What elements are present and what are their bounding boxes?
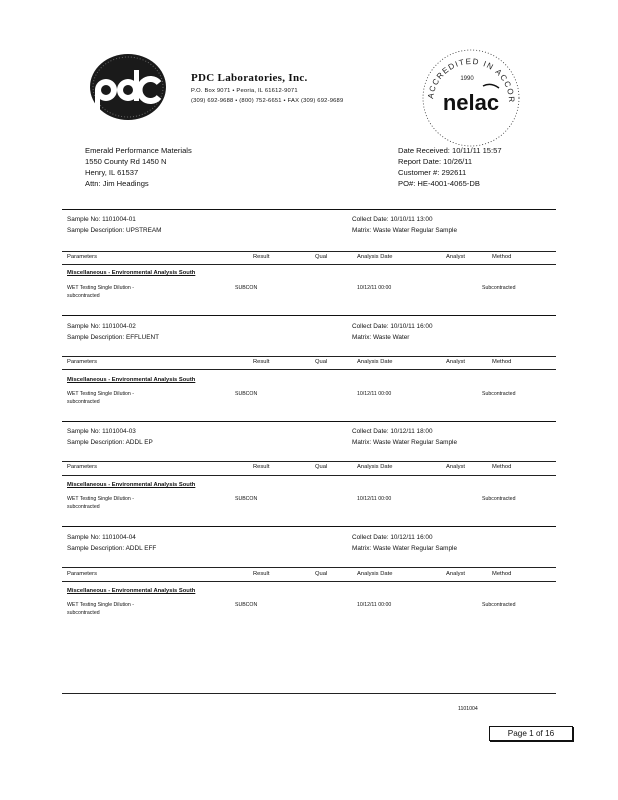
col-parameters: Parameters — [67, 464, 97, 470]
pdc-logo — [88, 52, 168, 122]
header-divider — [62, 461, 556, 462]
sample-description: Sample Description: ADDL EFF — [67, 545, 157, 552]
po-number: PO#: HE-4001-4065-DB — [398, 179, 480, 188]
col-qual: Qual — [315, 571, 328, 577]
footer-divider — [62, 693, 556, 694]
analysis-date-value: 10/12/11 00:00 — [357, 391, 392, 397]
parameter-name: WET Testing Single Dilution - — [67, 391, 134, 397]
col-analyst: Analyst — [446, 359, 466, 365]
nelac-year: 1990 — [460, 76, 474, 82]
parameter-name: WET Testing Single Dilution - — [67, 496, 134, 502]
col-analysis-date: Analysis Date — [357, 254, 393, 260]
sample-matrix: Matrix: Waste Water Regular Sample — [352, 439, 458, 446]
analysis-section-title: Miscellaneous - Environmental Analysis South — [67, 270, 196, 276]
col-analyst: Analyst — [446, 571, 466, 577]
col-analysis-date: Analysis Date — [357, 571, 393, 577]
analysis-section-title: Miscellaneous - Environmental Analysis South — [67, 377, 196, 383]
col-analyst: Analyst — [446, 254, 466, 260]
sample-number: Sample No: 1101004-02 — [67, 323, 136, 330]
header-divider — [62, 369, 556, 370]
nelac-ring-text: ACCREDITED IN ACCOR — [426, 56, 517, 104]
header-divider — [62, 475, 556, 476]
sample-description: Sample Description: UPSTREAM — [67, 227, 162, 234]
col-qual: Qual — [315, 464, 328, 470]
col-result: Result — [253, 254, 270, 260]
report-info-block — [398, 145, 502, 189]
sample-description: Sample Description: ADDL EP — [67, 439, 153, 446]
header-divider — [62, 264, 556, 265]
sample-description: Sample Description: EFFLUENT — [67, 334, 159, 341]
method-value: Subcontracted — [482, 285, 516, 291]
collect-date: Collect Date: 10/10/11 13:00 — [352, 216, 433, 223]
client-attn: Attn: Jim Headings — [85, 179, 149, 188]
method-value: Subcontracted — [482, 496, 516, 502]
col-method: Method — [492, 359, 512, 365]
collect-date: Collect Date: 10/12/11 18:00 — [352, 428, 433, 435]
analysis-date-value: 10/12/11 00:00 — [357, 602, 392, 608]
sample-number: Sample No: 1101004-04 — [67, 534, 136, 541]
analysis-date-value: 10/12/11 00:00 — [357, 496, 392, 502]
header-divider — [62, 356, 556, 357]
sample-matrix: Matrix: Waste Water Regular Sample — [352, 545, 458, 552]
lab-address: P.O. Box 9071 • Peoria, IL 61612-9071 — [191, 88, 298, 94]
page-indicator: Page 1 of 16 — [489, 726, 573, 741]
date-received: Date Received: 10/11/11 15:57 — [398, 146, 502, 155]
lab-phone: (309) 692-9688 • (800) 752-6651 • FAX (309) 692-9689 — [191, 98, 344, 104]
col-method: Method — [492, 571, 512, 577]
analysis-section-title: Miscellaneous - Environmental Analysis South — [67, 588, 196, 594]
client-block — [85, 145, 192, 189]
col-result: Result — [253, 359, 270, 365]
col-result: Result — [253, 464, 270, 470]
nelac-logo-text: nelac — [442, 90, 500, 115]
work-order-number: 1101004 — [458, 706, 478, 712]
parameter-name-cont: subcontracted — [67, 399, 100, 405]
section-divider — [62, 315, 556, 316]
collect-date: Collect Date: 10/12/11 16:00 — [352, 534, 433, 541]
client-name: Emerald Performance Materials — [85, 146, 192, 155]
parameter-name: WET Testing Single Dilution - — [67, 602, 134, 608]
header-divider — [62, 581, 556, 582]
col-parameters: Parameters — [67, 254, 97, 260]
header-divider — [62, 567, 556, 568]
col-qual: Qual — [315, 254, 328, 260]
col-analyst: Analyst — [446, 464, 466, 470]
result-value: SUBCON — [235, 602, 258, 608]
sample-number: Sample No: 1101004-03 — [67, 428, 136, 435]
section-divider — [62, 209, 556, 210]
result-value: SUBCON — [235, 285, 258, 291]
col-analysis-date: Analysis Date — [357, 359, 393, 365]
col-analysis-date: Analysis Date — [357, 464, 393, 470]
method-value: Subcontracted — [482, 391, 516, 397]
lab-name: PDC Laboratories, Inc. — [191, 72, 308, 84]
collect-date: Collect Date: 10/10/11 16:00 — [352, 323, 433, 330]
col-qual: Qual — [315, 359, 328, 365]
method-value: Subcontracted — [482, 602, 516, 608]
client-city: Henry, IL 61537 — [85, 168, 139, 177]
col-parameters: Parameters — [67, 359, 97, 365]
parameter-name-cont: subcontracted — [67, 504, 100, 510]
header-divider — [62, 251, 556, 252]
parameter-name-cont: subcontracted — [67, 610, 100, 616]
section-divider — [62, 526, 556, 527]
customer-number: Customer #: 292611 — [398, 168, 467, 177]
result-value: SUBCON — [235, 391, 258, 397]
report-date: Report Date: 10/26/11 — [398, 157, 473, 166]
result-value: SUBCON — [235, 496, 258, 502]
nelac-seal — [419, 46, 523, 150]
sample-matrix: Matrix: Waste Water — [352, 334, 410, 341]
col-method: Method — [492, 254, 512, 260]
analysis-section-title: Miscellaneous - Environmental Analysis South — [67, 482, 196, 488]
section-divider — [62, 421, 556, 422]
parameter-name: WET Testing Single Dilution - — [67, 285, 134, 291]
sample-matrix: Matrix: Waste Water Regular Sample — [352, 227, 458, 234]
sample-number: Sample No: 1101004-01 — [67, 216, 136, 223]
col-method: Method — [492, 464, 512, 470]
col-result: Result — [253, 571, 270, 577]
col-parameters: Parameters — [67, 571, 97, 577]
analysis-date-value: 10/12/11 00:00 — [357, 285, 392, 291]
client-street: 1550 County Rd 1450 N — [85, 157, 167, 166]
parameter-name-cont: subcontracted — [67, 293, 100, 299]
